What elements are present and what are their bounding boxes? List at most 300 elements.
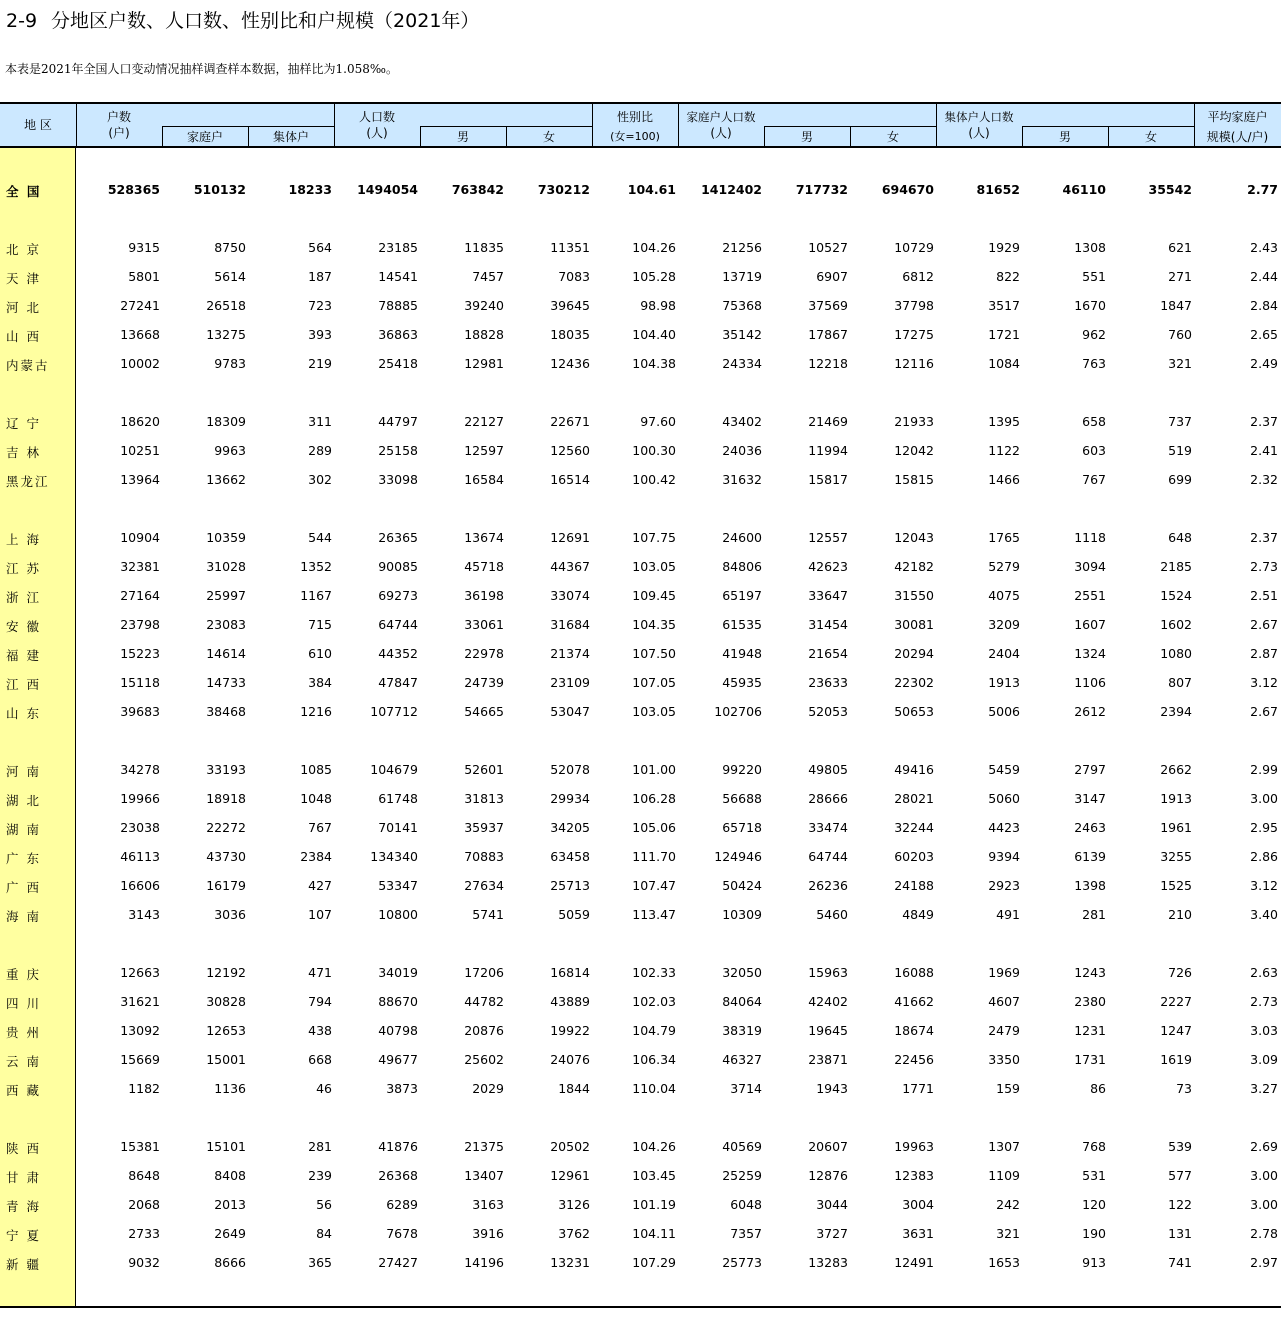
table-row: [0, 843, 1281, 872]
table-row: [0, 959, 1281, 988]
table-cell: 31028: [206, 559, 246, 574]
table-row: [0, 1191, 1281, 1220]
table-cell: 5614: [214, 269, 246, 284]
table-cell: 159: [996, 1081, 1020, 1096]
table-cell: 20607: [808, 1139, 848, 1154]
table-cell: 5060: [988, 791, 1020, 806]
table-row: [0, 466, 1281, 495]
table-cell: 61748: [378, 791, 418, 806]
header-region: 地 区: [24, 118, 52, 132]
table-cell: 104.61: [627, 182, 676, 197]
table-cell: 29934: [550, 791, 590, 806]
table-cell: 31632: [722, 472, 762, 487]
table-cell: 271: [1168, 269, 1192, 284]
table-cell: 1307: [988, 1139, 1020, 1154]
region-name: 湖 北: [6, 793, 41, 808]
table-cell: 41948: [722, 646, 762, 661]
table-cell: 32381: [120, 559, 160, 574]
region-name: 安 徽: [6, 619, 41, 634]
table-cell: 2404: [988, 646, 1020, 661]
table-cell: 7083: [558, 269, 590, 284]
table-row: [0, 1017, 1281, 1046]
table-cell: 13283: [808, 1255, 848, 1270]
table-cell: 109.45: [632, 588, 676, 603]
table-cell: 1136: [214, 1081, 246, 1096]
table-cell: 39645: [550, 298, 590, 313]
table-cell: 12192: [206, 965, 246, 980]
table-cell: 794: [308, 994, 332, 1009]
header-collective-pop-unit: (人): [968, 126, 990, 140]
table-cell: 20502: [550, 1139, 590, 1154]
table-cell: 53347: [378, 878, 418, 893]
table-cell: 2.32: [1250, 472, 1278, 487]
table-cell: 52601: [464, 762, 504, 777]
table-header: [0, 104, 1281, 148]
table-cell: 19966: [120, 791, 160, 806]
table-cell: 427: [308, 878, 332, 893]
table-cell: 12560: [550, 443, 590, 458]
table-row: [0, 756, 1281, 785]
table-cell: 26518: [206, 298, 246, 313]
table-row: [0, 292, 1281, 321]
region-name: 山 东: [6, 706, 41, 721]
table-row: [0, 234, 1281, 263]
table-cell: 103.45: [632, 1168, 676, 1183]
table-cell: 104.26: [632, 1139, 676, 1154]
table-cell: 22978: [464, 646, 504, 661]
table-cell: 40798: [378, 1023, 418, 1038]
table-cell: 120: [1082, 1197, 1106, 1212]
table-cell: 104.40: [632, 327, 676, 342]
table-cell: 49805: [808, 762, 848, 777]
table-cell: 7457: [472, 269, 504, 284]
table-cell: 3.00: [1250, 1197, 1278, 1212]
table-cell: 741: [1168, 1255, 1192, 1270]
table-cell: 102.33: [632, 965, 676, 980]
table-cell: 393: [308, 327, 332, 342]
table-cell: 2479: [988, 1023, 1020, 1038]
table-cell: 124946: [714, 849, 762, 864]
table-cell: 24036: [722, 443, 762, 458]
header-pop-female: 女: [542, 130, 555, 144]
table-cell: 107.75: [632, 530, 676, 545]
region-name: 辽 宁: [6, 416, 41, 431]
table-cell: 22671: [550, 414, 590, 429]
table-cell: 8648: [128, 1168, 160, 1183]
table-cell: 49677: [378, 1052, 418, 1067]
table-cell: 2394: [1160, 704, 1192, 719]
table-row: [0, 263, 1281, 292]
table-cell: 84064: [722, 994, 762, 1009]
table-cell: 99220: [722, 762, 762, 777]
region-name: 河 南: [6, 764, 41, 779]
region-name: 北 京: [6, 242, 41, 257]
table-cell: 1466: [988, 472, 1020, 487]
table-cell: 2.67: [1250, 617, 1278, 632]
table-cell: 1085: [300, 762, 332, 777]
table-row: [0, 988, 1281, 1017]
table-cell: 34278: [120, 762, 160, 777]
table-cell: 28666: [808, 791, 848, 806]
table-cell: 1109: [988, 1168, 1020, 1183]
table-cell: 1969: [988, 965, 1020, 980]
table-cell: 54665: [464, 704, 504, 719]
table-cell: 763: [1082, 356, 1106, 371]
table-cell: 5741: [472, 907, 504, 922]
table-cell: 69273: [378, 588, 418, 603]
table-cell: 106.28: [632, 791, 676, 806]
table-cell: 3036: [214, 907, 246, 922]
table-cell: 2.73: [1250, 994, 1278, 1009]
table-cell: 1525: [1160, 878, 1192, 893]
table-cell: 715: [308, 617, 332, 632]
table-cell: 3126: [558, 1197, 590, 1212]
table-row: [0, 582, 1281, 611]
table-row: [0, 785, 1281, 814]
table-cell: 10359: [206, 530, 246, 545]
table-cell: 8750: [214, 240, 246, 255]
table-cell: 32050: [722, 965, 762, 980]
table-cell: 134340: [370, 849, 418, 864]
table-cell: 90085: [378, 559, 418, 574]
table-cell: 12218: [808, 356, 848, 371]
table-cell: 98.98: [640, 298, 676, 313]
table-cell: 21469: [808, 414, 848, 429]
table-cell: 104.35: [632, 617, 676, 632]
table-row: [0, 1162, 1281, 1191]
table-cell: 913: [1082, 1255, 1106, 1270]
region-name: 浙 江: [6, 590, 41, 605]
table-row: [0, 872, 1281, 901]
table-cell: 6812: [902, 269, 934, 284]
table-cell: 3163: [472, 1197, 504, 1212]
table-cell: 14541: [378, 269, 418, 284]
table-cell: 37569: [808, 298, 848, 313]
table-cell: 239: [308, 1168, 332, 1183]
table-cell: 3517: [988, 298, 1020, 313]
table-cell: 39683: [120, 704, 160, 719]
region-name: 西 藏: [6, 1083, 41, 1098]
table-cell: 384: [308, 675, 332, 690]
table-cell: 78885: [378, 298, 418, 313]
table-cell: 12653: [206, 1023, 246, 1038]
table-cell: 102.03: [632, 994, 676, 1009]
table-cell: 41876: [378, 1139, 418, 1154]
table-cell: 40569: [722, 1139, 762, 1154]
table-cell: 15101: [206, 1139, 246, 1154]
table-cell: 27427: [378, 1255, 418, 1270]
table-cell: 2.95: [1250, 820, 1278, 835]
table-cell: 12436: [550, 356, 590, 371]
table-cell: 1771: [902, 1081, 934, 1096]
table-cell: 737: [1168, 414, 1192, 429]
table-cell: 699: [1168, 472, 1192, 487]
table-cell: 31813: [464, 791, 504, 806]
table-cell: 106.34: [632, 1052, 676, 1067]
table-cell: 104679: [370, 762, 418, 777]
region-name: 甘 肃: [6, 1170, 41, 1185]
table-cell: 1118: [1074, 530, 1106, 545]
table-cell: 15963: [808, 965, 848, 980]
table-cell: 603: [1082, 443, 1106, 458]
table-cell: 2551: [1074, 588, 1106, 603]
table-cell: 219: [308, 356, 332, 371]
table-cell: 9032: [128, 1255, 160, 1270]
table-cell: 5279: [988, 559, 1020, 574]
table-cell: 38468: [206, 704, 246, 719]
table-cell: 14733: [206, 675, 246, 690]
table-cell: 42623: [808, 559, 848, 574]
table-cell: 24334: [722, 356, 762, 371]
table-cell: 760: [1168, 327, 1192, 342]
table-cell: 20294: [894, 646, 934, 661]
table-cell: 763842: [451, 182, 504, 197]
table-cell: 1913: [988, 675, 1020, 690]
table-cell: 1721: [988, 327, 1020, 342]
table-cell: 3004: [902, 1197, 934, 1212]
region-name: 黑龙江: [6, 474, 50, 489]
header-family-pop: 家庭户人口数: [686, 110, 756, 124]
table-cell: 25158: [378, 443, 418, 458]
table-cell: 122: [1168, 1197, 1192, 1212]
table-row: [0, 408, 1281, 437]
table-cell: 23083: [206, 617, 246, 632]
table-cell: 9394: [988, 849, 1020, 864]
table-cell: 6289: [386, 1197, 418, 1212]
table-cell: 3631: [902, 1226, 934, 1241]
table-cell: 510132: [193, 182, 246, 197]
table-cell: 1398: [1074, 878, 1106, 893]
table-cell: 4075: [988, 588, 1020, 603]
region-name: 全 国: [6, 184, 42, 199]
table-cell: 2.43: [1250, 240, 1278, 255]
table-cell: 1352: [300, 559, 332, 574]
table-cell: 471: [308, 965, 332, 980]
table-cell: 3.12: [1250, 675, 1278, 690]
table-cell: 16814: [550, 965, 590, 980]
table-cell: 2.49: [1250, 356, 1278, 371]
table-cell: 27241: [120, 298, 160, 313]
table-cell: 105.06: [632, 820, 676, 835]
region-name: 青 海: [6, 1199, 41, 1214]
table-cell: 717732: [795, 182, 848, 197]
table-cell: 84806: [722, 559, 762, 574]
table-cell: 88670: [378, 994, 418, 1009]
page-title: [6, 6, 479, 33]
table-cell: 23871: [808, 1052, 848, 1067]
table-cell: 2797: [1074, 762, 1106, 777]
table-cell: 2.44: [1250, 269, 1278, 284]
region-name: 广 西: [6, 880, 41, 895]
header-avg-size: 平均家庭户: [1207, 110, 1268, 124]
table-cell: 113.47: [632, 907, 676, 922]
table-cell: 131: [1168, 1226, 1192, 1241]
table-cell: 1243: [1074, 965, 1106, 980]
table-cell: 31454: [808, 617, 848, 632]
table-cell: 22272: [206, 820, 246, 835]
table-cell: 658: [1082, 414, 1106, 429]
table-cell: 1216: [300, 704, 332, 719]
table-cell: 767: [1082, 472, 1106, 487]
table-cell: 3209: [988, 617, 1020, 632]
header-family-male: 男: [800, 130, 813, 144]
region-name: 内蒙古: [6, 358, 50, 373]
table-cell: 18233: [288, 182, 332, 197]
table-cell: 64744: [378, 617, 418, 632]
header-family-pop-unit: (人): [710, 126, 732, 140]
table-cell: 822: [996, 269, 1020, 284]
table-cell: 544: [308, 530, 332, 545]
table-cell: 24739: [464, 675, 504, 690]
header-pop-male: 男: [456, 130, 469, 144]
table-cell: 281: [308, 1139, 332, 1154]
table-cell: 9963: [214, 443, 246, 458]
table-cell: 4607: [988, 994, 1020, 1009]
table-cell: 50653: [894, 704, 934, 719]
region-name: 新 疆: [6, 1257, 41, 1272]
table-cell: 668: [308, 1052, 332, 1067]
table-cell: 1961: [1160, 820, 1192, 835]
table-cell: 12597: [464, 443, 504, 458]
table-cell: 1106: [1074, 675, 1106, 690]
table-cell: 12663: [120, 965, 160, 980]
table-cell: 17867: [808, 327, 848, 342]
table-cell: 16179: [206, 878, 246, 893]
table-cell: 103.05: [632, 704, 676, 719]
header-collective-male: 男: [1058, 130, 1071, 144]
table-cell: 18828: [464, 327, 504, 342]
table-cell: 56688: [722, 791, 762, 806]
table-cell: 10800: [378, 907, 418, 922]
region-name: 天 津: [6, 271, 41, 286]
table-cell: 33647: [808, 588, 848, 603]
table-cell: 46110: [1062, 182, 1106, 197]
table-cell: 962: [1082, 327, 1106, 342]
table-cell: 13275: [206, 327, 246, 342]
region-name: 江 西: [6, 677, 41, 692]
table-cell: 321: [996, 1226, 1020, 1241]
table-cell: 723: [308, 298, 332, 313]
table-cell: 30828: [206, 994, 246, 1009]
table-cell: 15118: [120, 675, 160, 690]
table-cell: 13719: [722, 269, 762, 284]
table-cell: 321: [1168, 356, 1192, 371]
table-cell: 13407: [464, 1168, 504, 1183]
table-cell: 34205: [550, 820, 590, 835]
table-row: [0, 814, 1281, 843]
table-cell: 242: [996, 1197, 1020, 1212]
table-cell: 21654: [808, 646, 848, 661]
table-cell: 8666: [214, 1255, 246, 1270]
table-cell: 42402: [808, 994, 848, 1009]
table-cell: 16514: [550, 472, 590, 487]
table-cell: 104.79: [632, 1023, 676, 1038]
table-cell: 5059: [558, 907, 590, 922]
table-cell: 17206: [464, 965, 504, 980]
table-cell: 11835: [464, 240, 504, 255]
table-cell: 36863: [378, 327, 418, 342]
table-cell: 3044: [816, 1197, 848, 1212]
header-avg-size-unit: 规模(人/户): [1206, 130, 1269, 144]
table-cell: 107: [308, 907, 332, 922]
table-cell: 49416: [894, 762, 934, 777]
table-cell: 13662: [206, 472, 246, 487]
table-cell: 3.00: [1250, 1168, 1278, 1183]
table-cell: 1524: [1160, 588, 1192, 603]
table-cell: 2.73: [1250, 559, 1278, 574]
table-cell: 1324: [1074, 646, 1106, 661]
region-name: 湖 南: [6, 822, 41, 837]
table-cell: 70883: [464, 849, 504, 864]
table-cell: 10904: [120, 530, 160, 545]
table-cell: 12042: [894, 443, 934, 458]
table-cell: 35937: [464, 820, 504, 835]
data-table: [0, 102, 1281, 1308]
table-cell: 63458: [550, 849, 590, 864]
table-cell: 1913: [1160, 791, 1192, 806]
table-cell: 3147: [1074, 791, 1106, 806]
region-name: 重 庆: [6, 967, 41, 982]
table-cell: 107.05: [632, 675, 676, 690]
table-cell: 2.97: [1250, 1255, 1278, 1270]
table-cell: 8408: [214, 1168, 246, 1183]
table-row: [0, 553, 1281, 582]
table-cell: 6048: [730, 1197, 762, 1212]
table-row: [0, 321, 1281, 350]
table-cell: 3727: [816, 1226, 848, 1241]
table-cell: 13964: [120, 472, 160, 487]
table-cell: 2.63: [1250, 965, 1278, 980]
table-cell: 210: [1168, 907, 1192, 922]
table-cell: 528365: [107, 182, 160, 197]
table-cell: 3350: [988, 1052, 1020, 1067]
table-cell: 86: [1090, 1081, 1106, 1096]
table-cell: 648: [1168, 530, 1192, 545]
table-cell: 104.11: [632, 1226, 676, 1241]
table-cell: 9783: [214, 356, 246, 371]
table-cell: 302: [308, 472, 332, 487]
table-cell: 13092: [120, 1023, 160, 1038]
table-cell: 16584: [464, 472, 504, 487]
table-cell: 187: [308, 269, 332, 284]
table-bottom-rule: [0, 1306, 1281, 1308]
table-cell: 519: [1168, 443, 1192, 458]
table-cell: 10251: [120, 443, 160, 458]
table-cell: 27634: [464, 878, 504, 893]
table-cell: 5006: [988, 704, 1020, 719]
table-cell: 18918: [206, 791, 246, 806]
table-cell: 2.84: [1250, 298, 1278, 313]
table-row: [0, 1075, 1281, 1104]
header-sex-ratio-unit: (女=100): [610, 130, 660, 143]
table-cell: 531: [1082, 1168, 1106, 1183]
table-note: 本表是2021年全国人口变动情况抽样调查样本数据，抽样比为1.058‰。: [5, 62, 398, 76]
table-cell: 694670: [881, 182, 934, 197]
table-cell: 31621: [120, 994, 160, 1009]
table-cell: 2.37: [1250, 530, 1278, 545]
table-cell: 1619: [1160, 1052, 1192, 1067]
table-cell: 2733: [128, 1226, 160, 1241]
table-cell: 107.47: [632, 878, 676, 893]
header-sex-ratio: 性别比: [616, 110, 653, 124]
table-cell: 43730: [206, 849, 246, 864]
table-cell: 10729: [894, 240, 934, 255]
table-cell: 23798: [120, 617, 160, 632]
table-cell: 1765: [988, 530, 1020, 545]
table-cell: 2.87: [1250, 646, 1278, 661]
table-cell: 33061: [464, 617, 504, 632]
table-cell: 311: [308, 414, 332, 429]
